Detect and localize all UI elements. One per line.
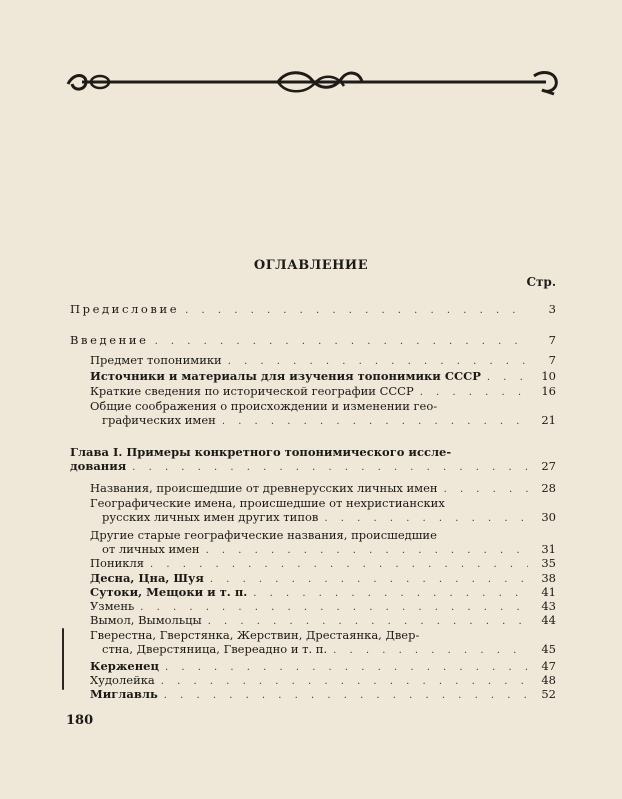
toc-entry[interactable]: Источники и материалы для изучения топонимики СССР . . . 10 bbox=[90, 369, 556, 385]
toc-heading: ОГЛАВЛЕНИЕ bbox=[253, 258, 369, 273]
toc-entry[interactable]: Миглавль . . . 52 bbox=[90, 687, 556, 703]
toc-entry-chapter[interactable]: Глава I. Примеры конкретного топонимического иссле- дования . . . 27 bbox=[70, 445, 556, 475]
page-column-label: Стр. bbox=[526, 275, 556, 289]
toc-entry[interactable]: Краткие сведения по исторической географии СССР . . . 16 bbox=[90, 384, 556, 400]
toc-entry[interactable]: Узмень . . . 43 bbox=[90, 599, 556, 615]
toc-entry[interactable]: Поникля . . . 35 bbox=[90, 556, 556, 572]
toc-entry[interactable]: Керженец . . . 47 bbox=[90, 659, 556, 675]
toc-entry[interactable]: Худолейка . . . 48 bbox=[90, 673, 556, 689]
toc-entry[interactable]: Другие старые географические названия, происшедшие от личных имен . . . 31 bbox=[90, 528, 556, 558]
toc-entry[interactable]: Географические имена, происшедшие от нехристианских русских личных имен других типов . . . 30 bbox=[90, 496, 556, 526]
ornament-divider bbox=[64, 66, 564, 96]
toc-entry[interactable]: Общие соображения о происхождении и изменении гео- графических имен . . . 21 bbox=[90, 399, 556, 429]
toc-entry[interactable]: Десна, Цна, Шуя . . . 38 bbox=[90, 571, 556, 587]
toc-entry[interactable]: Гверестна, Гверстянка, Жерствин, Дрестаянка, Двер- стна, Дверстяница, Гвереадно и т. п. . . . 45 bbox=[90, 628, 556, 658]
toc-entry[interactable]: Предисловие . . . 3 bbox=[70, 302, 556, 318]
page-number: 180 bbox=[66, 713, 94, 728]
toc-entry[interactable]: Введение . . . 7 bbox=[70, 333, 556, 349]
toc-entry[interactable]: Вымол, Вымольцы . . . 44 bbox=[90, 613, 556, 629]
toc-entry[interactable]: Сутоки, Мещоки и т. п. . . . 41 bbox=[90, 585, 556, 601]
toc-entry[interactable]: Предмет топонимики . . . 7 bbox=[90, 353, 556, 369]
margin-pencil-mark bbox=[62, 628, 64, 690]
toc-entry[interactable]: Названия, происшедшие от древнерусских личных имен . . . 28 bbox=[90, 481, 556, 497]
